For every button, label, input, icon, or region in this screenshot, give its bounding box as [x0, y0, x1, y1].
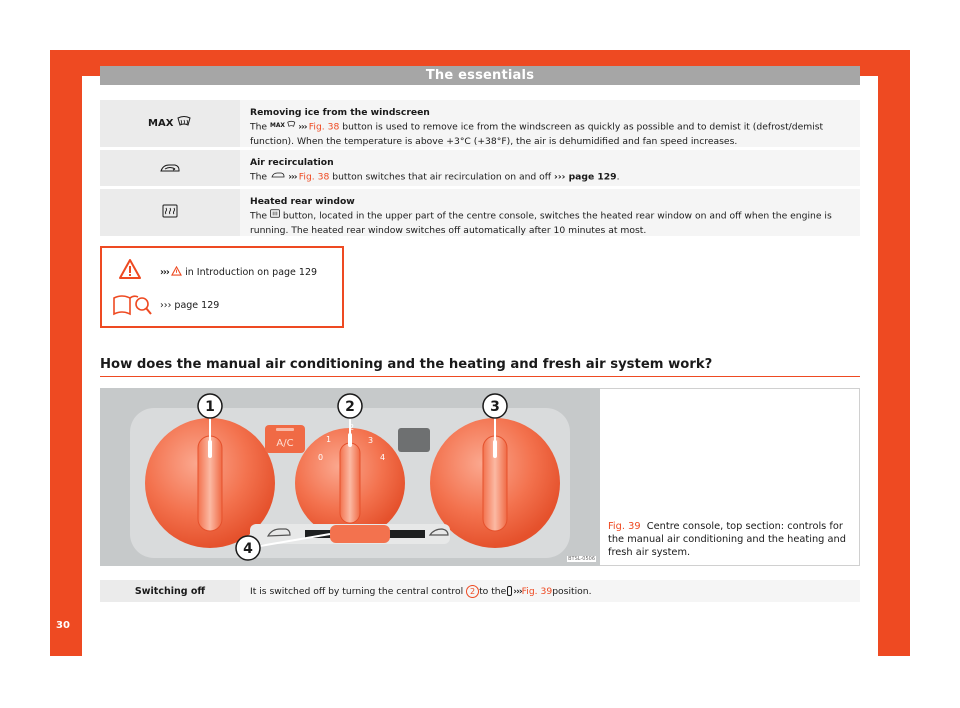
caption-text: Centre console, top section: controls for the manual air conditioning and the heating and fresh air system. [608, 521, 846, 558]
row-text: button switches that air recirculation on and off [329, 171, 555, 183]
row-text: The [250, 121, 271, 133]
ref-arrows: ››› [513, 585, 522, 597]
page-link[interactable]: ››› page 129 [554, 171, 617, 183]
figure-code: BTSL-0506 [568, 556, 595, 562]
callout-label-1: 1 [205, 399, 215, 415]
table-row [100, 150, 860, 186]
book-info-icon [112, 292, 152, 322]
callout-label-3: 3 [490, 399, 500, 415]
ref-arrows: ››› [160, 267, 172, 278]
rear-window-heater-inline-icon [270, 209, 280, 223]
table-icon-cell [100, 100, 240, 147]
max-defrost-inline-icon [270, 120, 296, 134]
switching-off-row [100, 580, 860, 602]
climate-control-illustration [100, 388, 600, 566]
callout-label-4: 4 [243, 541, 253, 557]
table-text-cell [240, 150, 860, 186]
warning-triangle-icon [118, 258, 142, 284]
fan-label-1: 1 [326, 435, 332, 444]
warning-reference-text: in Introduction on page 129 [182, 267, 318, 278]
caption-box [600, 388, 860, 566]
max-defrost-icon [148, 114, 192, 133]
ac-button-label: A/C [276, 438, 294, 449]
control-number-badge: 2 [466, 585, 479, 598]
warning-notice-box [100, 246, 344, 328]
row-title: Air recirculation [250, 157, 334, 168]
fan-label-2: 2 [349, 423, 355, 432]
controls-table [100, 100, 860, 239]
row-text: The [250, 210, 271, 222]
ac-button [265, 425, 305, 453]
row-text: . [616, 171, 620, 183]
callout-label-2: 2 [345, 399, 355, 415]
switching-off-text [240, 580, 860, 602]
table-icon-cell [100, 150, 240, 186]
warning-triangle-small-icon [171, 266, 182, 279]
row-text: The [250, 171, 271, 183]
row-text: It is switched off by turning the central control [250, 585, 464, 597]
table-text-cell [240, 189, 860, 236]
figure-link[interactable]: Fig. 38 [298, 171, 330, 183]
row-text: button, located in the upper part of the centre console, switches the heated rear window on and off when the engine is running. The heated rear window switches off automatically after 10 minutes at most. [250, 210, 832, 236]
figure-link[interactable]: Fig. 39 [521, 585, 553, 597]
table-row [100, 189, 860, 236]
air-recirculation-lever [250, 524, 450, 544]
row-text: button is used to remove ice from the windscreen as quickly as possible and to demist it (defrost/demist function). When the temperature is above +3°C (+38°F), the air is dehumidified and fan speed increases. [250, 121, 824, 147]
rear-window-heater-icon [162, 203, 178, 222]
switching-off-label: Switching off [100, 580, 240, 602]
fan-label-0: 0 [318, 453, 324, 462]
warning-reference[interactable] [160, 266, 317, 279]
blank-button [398, 428, 430, 452]
figure-caption [608, 520, 848, 559]
page-header: The essentials [100, 66, 860, 85]
figure-link[interactable]: Fig. 38 [308, 121, 340, 133]
row-title: Removing ice from the windscreen [250, 107, 430, 118]
page-number: 30 [56, 620, 70, 631]
row-title: Heated rear window [250, 196, 355, 207]
svg-text:MAX: MAX [148, 118, 174, 129]
table-row [100, 100, 860, 147]
row-text: to the [479, 585, 507, 597]
off-position-icon [507, 586, 512, 596]
fan-label-3: 3 [368, 436, 374, 445]
air-recirculation-inline-icon [270, 170, 286, 184]
ref-arrows: ››› [286, 171, 299, 183]
svg-text:MAX: MAX [270, 122, 285, 129]
section-heading: How does the manual air conditioning and the heating and fresh air system work? [100, 357, 860, 377]
page-reference[interactable]: ››› page 129 [160, 300, 220, 311]
figure-label: Fig. 39 [608, 521, 641, 532]
table-text-cell [240, 100, 860, 147]
figure-controls-photo [100, 388, 600, 566]
air-recirculation-icon [159, 159, 181, 178]
row-text: position. [552, 585, 592, 597]
table-icon-cell [100, 189, 240, 236]
fan-label-4: 4 [380, 453, 386, 462]
ref-arrows: ››› [296, 121, 309, 133]
